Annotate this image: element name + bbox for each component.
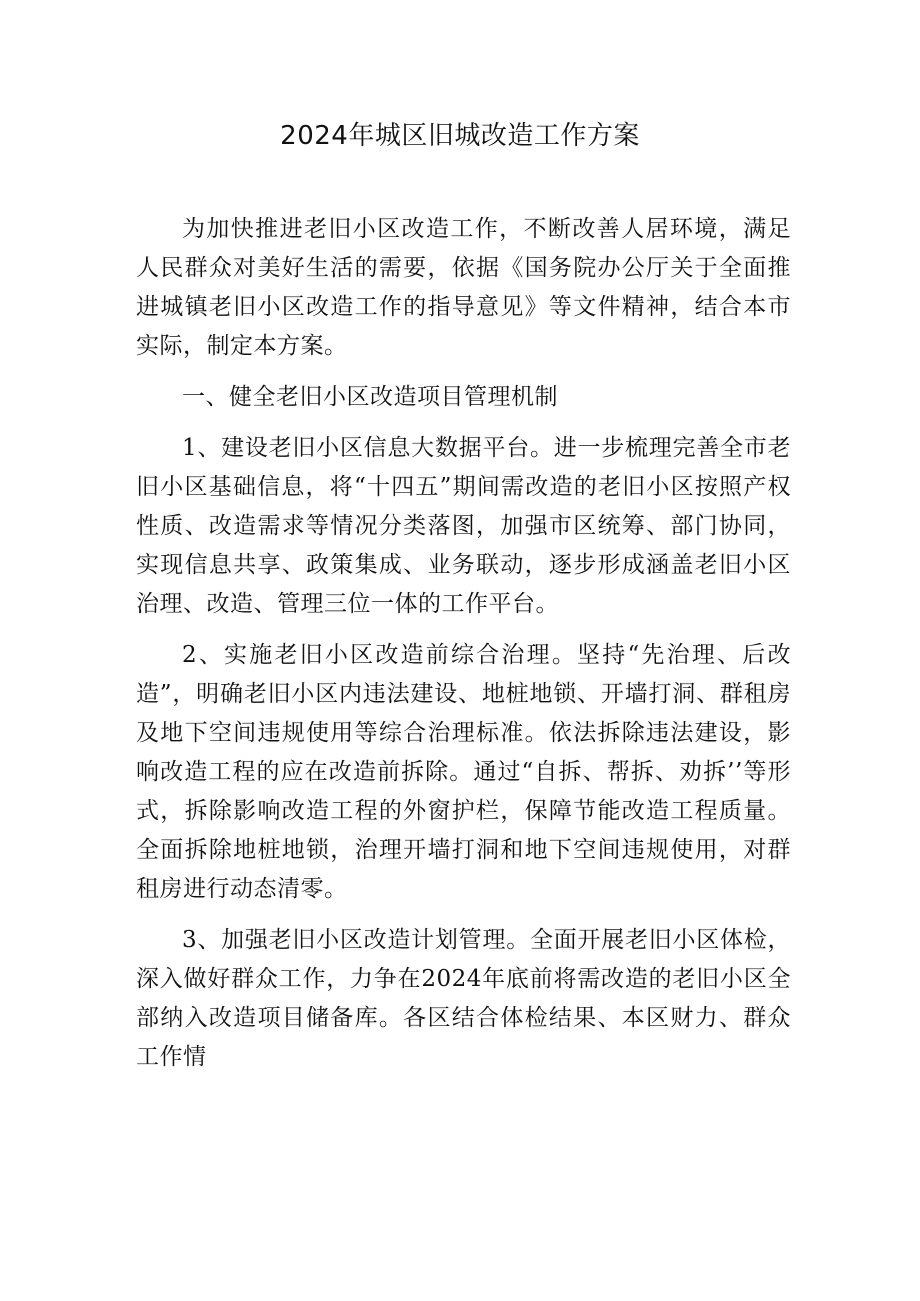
item-1-paragraph: 1、建设老旧小区信息大数据平台。进一步梳理完善全市老旧小区基础信息，将“十四五”期间需改造的老旧小区按照产权性质、改造需求等情况分类落图，加强市区统筹、部门协同，实现信息共享、政策集成、业务联动，逐步形成涵盖老旧小区治理、改造、管理三位一体的工作平台。 — [136, 435, 791, 617]
item-3-paragraph: 3、加强老旧小区改造计划管理。全面开展老旧小区体检，深入做好群众工作，力争在2024年底前将需改造的老旧小区全部纳入改造项目储备库。各区结合体检结果、本区财力、群众工作情 — [136, 927, 791, 1070]
item-2-paragraph: 2、实施老旧小区改造前综合治理。坚持“先治理、后改造”，明确老旧小区内违法建设、地桩地锁、开墙打洞、群租房及地下空间违规使用等综合治理标准。依法拆除违法建设，影响改造工程的应在改造前拆除。通过“自拆、帮拆、劝拆’’等形式，拆除影响改造工程的外窗护栏，保障节能改造工程质量。全面拆除地桩地锁，治理开墙打洞和地下空间违规使用，对群租房进行动态清零。 — [136, 642, 791, 902]
section-heading: 一、健全老旧小区改造项目管理机制 — [182, 384, 558, 410]
document-title: 2024年城区旧城改造工作方案 — [280, 121, 640, 151]
intro-paragraph: 为加快推进老旧小区改造工作，不断改善人居环境，满足人民群众对美好生活的需要，依据《国务院办公厅关于全面推进城镇老旧小区改造工作的指导意见》等文件精神，结合本市实际，制定本方案。 — [136, 216, 791, 359]
document-body — [136, 210, 791, 1077]
